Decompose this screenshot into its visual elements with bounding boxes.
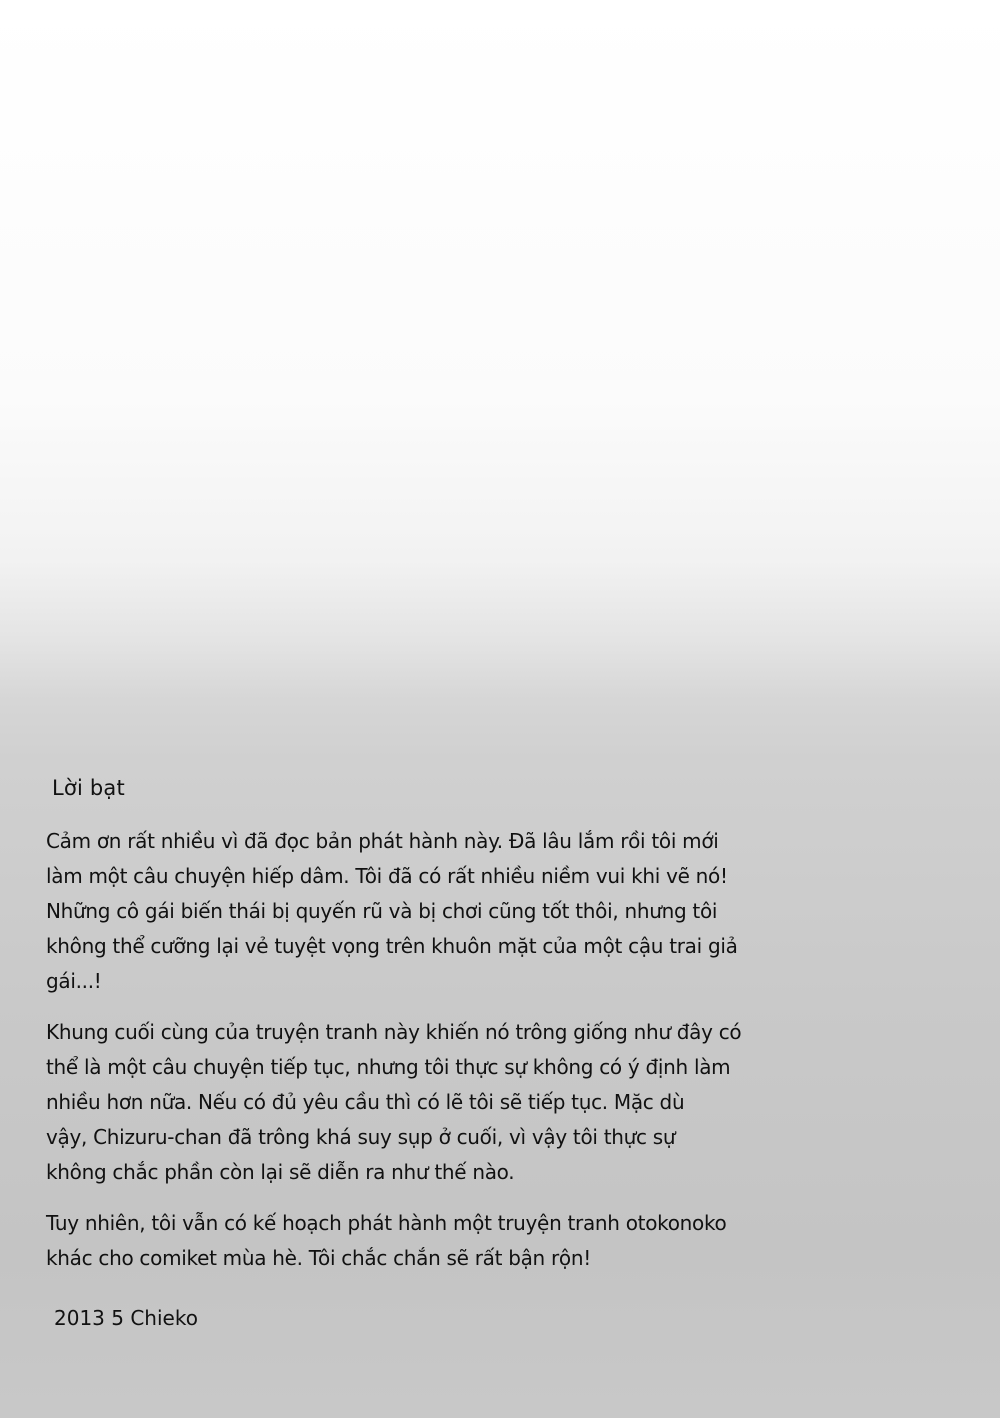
text-line: vậy, Chizuru-chan đã trông khá suy sụp ở cuối, vì vậy tôi thực sự (46, 1125, 676, 1149)
paragraph-3 (46, 1206, 726, 1276)
afterword-section (46, 770, 742, 1336)
paragraph-1 (46, 824, 738, 999)
text-line: Cảm ơn rất nhiều vì đã đọc bản phát hành này. Đã lâu lắm rồi tôi mới (46, 829, 719, 853)
text-line: không thể cưỡng lại vẻ tuyệt vọng trên khuôn mặt của một cậu trai giả (46, 934, 738, 958)
text-line: Những cô gái biến thái bị quyến rũ và bị chơi cũng tốt thôi, nhưng tôi (46, 899, 718, 923)
text-line: Khung cuối cùng của truyện tranh này khiến nó trông giống như đây có (46, 1020, 742, 1044)
text-line: gái...! (46, 969, 102, 993)
afterword-title: Lời bạt (52, 776, 125, 800)
text-line: không chắc phần còn lại sẽ diễn ra như thế nào. (46, 1160, 515, 1184)
text-line: thể là một câu chuyện tiếp tục, nhưng tôi thực sự không có ý định làm (46, 1055, 731, 1079)
text-line: làm một câu chuyện hiếp dâm. Tôi đã có rất nhiều niềm vui khi vẽ nó! (46, 864, 728, 888)
paragraph-2 (46, 1015, 742, 1190)
text-line: Tuy nhiên, tôi vẫn có kế hoạch phát hành một truyện tranh otokonoko (46, 1211, 727, 1235)
text-line: khác cho comiket mùa hè. Tôi chắc chắn sẽ rất bận rộn! (46, 1246, 591, 1270)
text-line: nhiều hơn nữa. Nếu có đủ yêu cầu thì có lẽ tôi sẽ tiếp tục. Mặc dù (46, 1090, 685, 1114)
signature: 2013 5 Chieko (54, 1306, 198, 1330)
